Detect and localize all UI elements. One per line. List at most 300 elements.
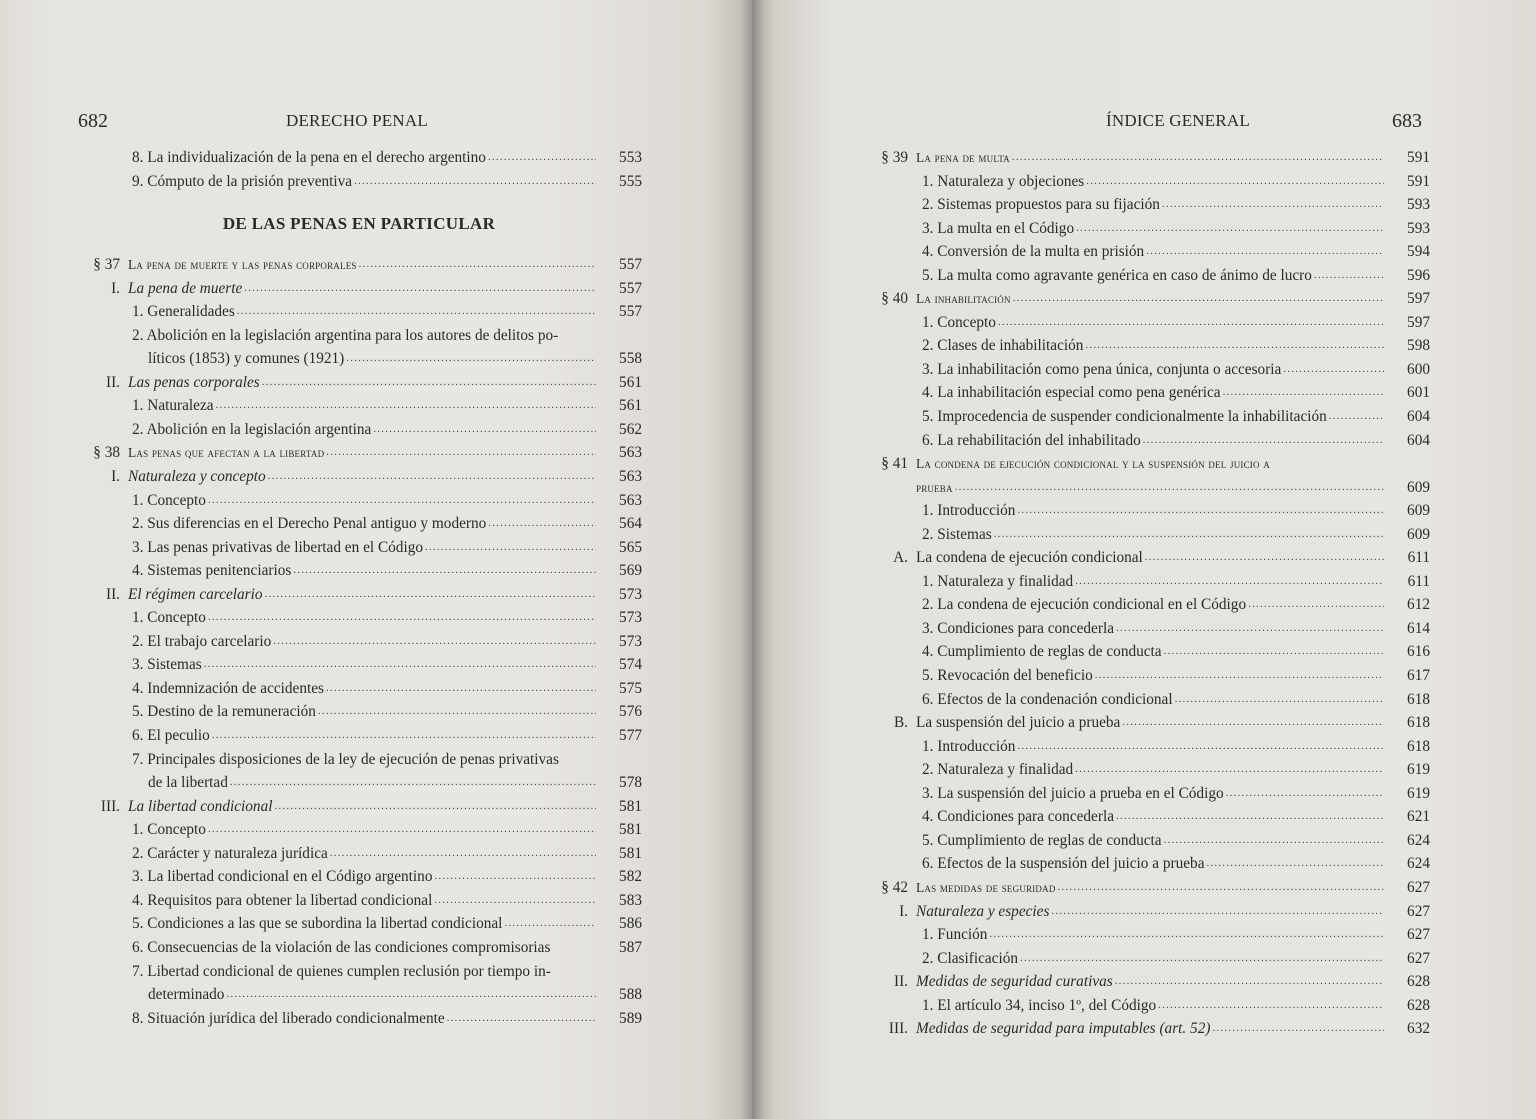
toc-entry[interactable] [76, 960, 642, 984]
toc-entry-title: 4. Sistemas penitenciarios [132, 562, 292, 580]
toc-entry[interactable] [870, 664, 1430, 688]
toc-entry[interactable] [870, 311, 1430, 335]
toc-entry-page: 581 [619, 821, 642, 839]
toc-entry-number: III. [888, 1020, 908, 1038]
toc-entry[interactable] [870, 735, 1430, 759]
toc-entry-page: 596 [1407, 266, 1430, 284]
toc-entry-number: I. [111, 279, 120, 297]
toc-entry[interactable] [870, 146, 1430, 170]
toc-entry-title: 3. La libertad condicional en el Código argentino [132, 868, 433, 886]
toc-entry[interactable] [76, 795, 642, 819]
toc-entry[interactable] [76, 394, 642, 418]
toc-entry[interactable] [76, 677, 642, 701]
toc-entry-page: 611 [1407, 572, 1430, 590]
toc-entry-number: II. [893, 973, 908, 991]
toc-entry-page: 562 [619, 420, 642, 438]
toc-entry-number: I. [899, 902, 908, 920]
dot-leader [1329, 405, 1384, 429]
toc-entry[interactable] [870, 970, 1430, 994]
toc-entry-title: 3. La suspensión del juicio a prueba en el Código [922, 784, 1224, 802]
dot-leader [1122, 711, 1384, 735]
toc-entry-title: Naturaleza y concepto [128, 468, 266, 486]
left-page [0, 0, 752, 1119]
dot-leader [237, 300, 596, 324]
toc-entry[interactable] [76, 347, 642, 371]
toc-entry-page: 604 [1407, 431, 1430, 449]
toc-entry[interactable] [76, 936, 642, 960]
toc-entry-title: 6. La rehabilitación del inhabilitado [922, 431, 1141, 449]
dot-leader [326, 441, 596, 465]
dot-leader [1175, 688, 1384, 712]
dot-leader [1162, 193, 1384, 217]
toc-entry-page: 621 [1407, 808, 1430, 826]
toc-entry-page: 574 [619, 656, 642, 674]
dot-leader [373, 418, 596, 442]
toc-entry-title: 4. Conversión de la multa en prisión [922, 243, 1145, 261]
toc-entry-page: 563 [619, 444, 642, 462]
toc-entry-title: 1. Naturaleza y finalidad [922, 572, 1074, 590]
toc-entry-page: 618 [1407, 714, 1430, 732]
toc-entry-number: § 41 [881, 455, 908, 473]
toc-entry[interactable] [76, 465, 642, 489]
dot-leader [1013, 287, 1384, 311]
toc-entry-title: La libertad condicional [128, 797, 273, 815]
toc-entry[interactable] [76, 748, 642, 772]
toc-entry-title: 4. Requisitos para obtener la libertad condicional [132, 891, 433, 909]
toc-entry-title: Medidas de seguridad curativas [916, 973, 1113, 991]
left-folio: 682 [78, 110, 108, 132]
toc-entry[interactable] [870, 405, 1430, 429]
toc-entry[interactable] [870, 499, 1430, 523]
toc-entry-title: La suspensión del juicio a prueba [916, 714, 1121, 732]
toc-entry-number: I. [111, 468, 120, 486]
toc-entry-page: 612 [1407, 596, 1430, 614]
toc-entry[interactable] [76, 865, 642, 889]
toc-entry-title: 1. Concepto [132, 491, 206, 509]
toc-entry[interactable] [76, 146, 642, 170]
toc-entry-number: II. [105, 585, 120, 603]
toc-entry-title: La condena de ejecución condicional [916, 549, 1143, 567]
toc-entry-page: 624 [1407, 831, 1430, 849]
dot-leader [998, 311, 1384, 335]
toc-entry-title: 2. Abolición en la legislación argentina [132, 420, 372, 438]
toc-entry-title: 3. La multa en el Código [922, 219, 1075, 237]
toc-entry-page: 573 [619, 609, 642, 627]
dot-leader [1095, 664, 1384, 688]
toc-entry[interactable] [870, 570, 1430, 594]
toc-entry-page: 594 [1407, 243, 1430, 261]
toc-entry-title: 8. Situación jurídica del liberado condicionalmente [132, 1009, 445, 1027]
dot-leader [359, 253, 596, 277]
toc-entry-page: 619 [1407, 784, 1430, 802]
dot-leader [488, 512, 596, 536]
dot-leader [1283, 358, 1384, 382]
toc-entry-title: 1. Función [922, 926, 988, 944]
toc-entry-number: A. [893, 549, 908, 567]
toc-entry-title: determinado [148, 986, 225, 1004]
toc-entry-title: prueba [916, 479, 953, 495]
toc-entry-title: 7. Libertad condicional de quienes cumplen reclusión por tiempo in- [132, 962, 551, 980]
dot-leader [204, 653, 596, 677]
dot-leader [989, 923, 1384, 947]
toc-entry[interactable] [870, 617, 1430, 641]
toc-entry-title: 2. Abolición en la legislación argentina para los autores de delitos po- [132, 326, 559, 344]
toc-entry-page: 609 [1407, 502, 1430, 520]
dot-leader [1017, 735, 1384, 759]
toc-entry-title: 3. Condiciones para concederla [922, 619, 1114, 637]
toc-entry[interactable] [870, 1017, 1430, 1041]
dot-leader [1116, 617, 1384, 641]
dot-leader [293, 559, 596, 583]
toc-entry[interactable] [870, 593, 1430, 617]
toc-entry[interactable] [76, 1007, 642, 1031]
toc-entry-title: 2. Clasificación [922, 949, 1019, 967]
toc-entry-page: 601 [1407, 384, 1430, 402]
toc-entry[interactable] [870, 193, 1430, 217]
toc-entry-number: III. [100, 797, 120, 815]
toc-entry-page: 593 [1407, 196, 1430, 214]
toc-entry[interactable] [870, 758, 1430, 782]
toc-entry-page: 614 [1407, 619, 1430, 637]
toc-entry-page: 589 [619, 1009, 642, 1027]
toc-entry-page: 609 [1407, 478, 1430, 496]
toc-entry-page: 553 [619, 149, 642, 166]
right-folio: 683 [1392, 110, 1422, 132]
toc-entry[interactable] [76, 253, 642, 277]
toc-entry-title: 6. El peculio [132, 727, 210, 745]
toc-entry-title: 1. Naturaleza y objeciones [922, 172, 1085, 190]
toc-entry-page: 569 [619, 562, 642, 580]
toc-entry-page: 591 [1407, 172, 1430, 190]
toc-entry[interactable] [76, 771, 642, 795]
dot-leader [1143, 429, 1384, 453]
toc-entry[interactable] [76, 536, 642, 560]
dot-leader [504, 912, 596, 936]
dot-leader [1020, 947, 1384, 971]
toc-entry-title: Las penas corporales [128, 373, 260, 391]
toc-entry-page: 627 [1407, 878, 1430, 896]
dot-leader [1314, 264, 1384, 288]
toc-entry[interactable] [76, 818, 642, 842]
dot-leader [330, 842, 596, 866]
toc-entry-title: La inhabilitación [916, 291, 1011, 307]
toc-entry-page: 555 [619, 172, 642, 190]
toc-entry-title: 2. Naturaleza y finalidad [922, 761, 1074, 779]
toc-entry-title: 2. Sistemas propuestos para su fijación [922, 196, 1160, 214]
toc-entry[interactable] [870, 358, 1430, 382]
toc-entry[interactable] [76, 489, 642, 513]
dot-leader [447, 1007, 596, 1031]
toc-entry-page: 561 [619, 397, 642, 415]
section-title: DE LAS PENAS EN PARTICULAR [222, 214, 496, 234]
toc-entry-title: Las penas que afectan a la libertad [128, 445, 325, 461]
dot-leader [1017, 499, 1384, 523]
dot-leader [1158, 994, 1384, 1018]
toc-entry-title: 6. Efectos de la suspensión del juicio a prueba [922, 855, 1205, 873]
toc-entry[interactable] [76, 371, 642, 395]
toc-entry[interactable] [870, 523, 1430, 547]
dot-leader [1085, 334, 1384, 358]
toc-entry[interactable] [870, 546, 1430, 570]
toc-entry-title: 5. Cumplimiento de reglas de conducta [922, 831, 1162, 849]
dot-leader [274, 795, 596, 819]
toc-entry-page: 588 [619, 986, 642, 1004]
toc-entry[interactable] [76, 724, 642, 748]
dot-leader [1075, 758, 1384, 782]
toc-entry-page: 581 [619, 797, 642, 815]
toc-entry-title: Las medidas de seguridad [916, 879, 1056, 895]
dot-leader [208, 818, 596, 842]
toc-entry-page: 627 [1407, 949, 1430, 967]
dot-leader [1115, 970, 1384, 994]
toc-entry-title: 1. Generalidades [132, 303, 235, 321]
toc-entry[interactable] [76, 441, 642, 465]
toc-entry[interactable] [76, 700, 642, 724]
dot-leader [1226, 782, 1384, 806]
toc-entry-page: 557 [619, 256, 642, 274]
toc-entry-page: 597 [1407, 313, 1430, 331]
toc-entry-title: Medidas de seguridad para imputables (art. 52) [916, 1020, 1211, 1038]
toc-entry-title: 1. Naturaleza [132, 397, 214, 415]
toc-entry-page: 565 [619, 538, 642, 556]
toc-entry[interactable] [870, 947, 1430, 971]
toc-entry-title: 1. Concepto [132, 609, 206, 627]
toc-entry-page: 597 [1407, 290, 1430, 308]
toc-entry-page: 604 [1407, 408, 1430, 426]
right-toc [870, 146, 1430, 1041]
toc-entry-title: 5. Condiciones a las que se subordina la libertad condicional [132, 915, 503, 933]
toc-entry-title: 1. Introducción [922, 737, 1016, 755]
toc-entry-title: 9. Cómputo de la prisión preventiva [132, 172, 353, 190]
right-running-title: ÍNDICE GENERAL [1106, 111, 1250, 130]
toc-entry[interactable] [870, 994, 1430, 1018]
toc-entry[interactable] [870, 287, 1430, 311]
toc-entry-title: 4. Condiciones para concederla [922, 808, 1114, 826]
toc-entry-title: 2. Clases de inhabilitación [922, 337, 1084, 355]
toc-entry-number: § 37 [93, 256, 120, 274]
toc-entry[interactable] [870, 900, 1430, 924]
dot-leader [208, 489, 596, 513]
dot-leader [1051, 900, 1384, 924]
toc-entry[interactable] [76, 512, 642, 536]
toc-entry-title: 2. Sus diferencias en el Derecho Penal antiguo y moderno [132, 515, 487, 533]
dot-leader [1116, 805, 1384, 829]
toc-entry[interactable] [76, 983, 642, 1007]
toc-entry-page: 627 [1407, 902, 1430, 920]
toc-entry-page: 576 [619, 703, 642, 721]
toc-entry-page: 561 [619, 373, 642, 391]
toc-entry-page: 564 [619, 515, 642, 533]
toc-entry-title: 3. La inhabilitación como pena única, conjunta o accesoria [922, 360, 1282, 378]
dot-leader [230, 771, 596, 795]
toc-entry[interactable] [870, 852, 1430, 876]
toc-entry[interactable] [76, 912, 642, 936]
left-toc [76, 146, 642, 1030]
dot-leader [212, 724, 596, 748]
toc-entry-title: 2. Sistemas [922, 525, 992, 543]
dot-leader [1146, 240, 1384, 264]
toc-entry[interactable] [870, 805, 1430, 829]
toc-entry[interactable] [870, 476, 1430, 500]
toc-entry-title: La condena de ejecución condicional y la suspensión del juicio a [916, 456, 1270, 472]
toc-entry[interactable] [870, 217, 1430, 241]
toc-entry-title: 1. Concepto [922, 313, 996, 331]
dot-leader [425, 536, 596, 560]
toc-entry-title: 4. La inhabilitación especial como pena genérica [922, 384, 1221, 402]
toc-entry[interactable] [870, 829, 1430, 853]
toc-entry-page: 609 [1407, 525, 1430, 543]
toc-entry[interactable] [76, 277, 642, 301]
toc-entry-title: 2. Carácter y naturaleza jurídica [132, 844, 328, 862]
dot-leader [1145, 546, 1384, 570]
toc-entry-page: 598 [1407, 337, 1430, 355]
dot-leader [326, 677, 596, 701]
dot-leader [1012, 146, 1384, 170]
left-running-title: DERECHO PENAL [286, 111, 428, 130]
toc-entry-page: 617 [1407, 667, 1430, 685]
toc-entry-title: 1. Introducción [922, 502, 1016, 520]
dot-leader [1164, 640, 1384, 664]
toc-entry-number: § 38 [93, 444, 120, 462]
toc-entry-page: 557 [619, 279, 642, 297]
toc-entry-page: 600 [1407, 360, 1430, 378]
toc-entry[interactable] [870, 688, 1430, 712]
toc-entry-number: § 39 [881, 149, 908, 166]
dot-leader [1212, 1017, 1384, 1041]
toc-entry-page: 619 [1407, 761, 1430, 779]
book-gutter [740, 0, 764, 1119]
dot-leader [265, 583, 596, 607]
toc-entry-title: La pena de muerte [128, 279, 243, 297]
dot-leader [208, 606, 596, 630]
toc-entry-page: 575 [619, 679, 642, 697]
toc-entry-page: 586 [619, 915, 642, 933]
dot-leader [434, 865, 596, 889]
toc-entry-title: 5. Destino de la remuneración [132, 703, 316, 721]
toc-entry-page: 628 [1407, 973, 1430, 991]
dot-leader [488, 146, 596, 170]
toc-entry-title: de la libertad [148, 774, 228, 792]
toc-entry[interactable] [870, 240, 1430, 264]
toc-entry-title: La pena de multa [916, 150, 1010, 165]
toc-entry[interactable] [76, 583, 642, 607]
toc-entry-page: 557 [619, 303, 642, 321]
toc-entry[interactable] [870, 876, 1430, 900]
toc-entry-title: 8. La individualización de la pena en el derecho argentino [132, 149, 486, 166]
toc-entry-number: B. [893, 714, 908, 732]
toc-entry-title: 3. Sistemas [132, 656, 202, 674]
dot-leader [1223, 381, 1384, 405]
toc-entry[interactable] [870, 334, 1430, 358]
dot-leader [1248, 593, 1384, 617]
toc-entry-page: 573 [619, 585, 642, 603]
toc-entry-page: 591 [1407, 149, 1430, 166]
toc-entry-title: 5. Revocación del beneficio [922, 667, 1093, 685]
toc-entry[interactable] [870, 923, 1430, 947]
toc-entry[interactable] [870, 264, 1430, 288]
toc-entry-title: 2. El trabajo carcelario [132, 632, 272, 650]
toc-entry[interactable] [76, 300, 642, 324]
toc-entry[interactable] [76, 842, 642, 866]
toc-entry[interactable] [870, 782, 1430, 806]
toc-entry[interactable] [870, 640, 1430, 664]
toc-entry-title: 6. Consecuencias de la violación de las condiciones compromisorias [132, 938, 551, 956]
dot-leader [1207, 852, 1385, 876]
toc-entry-page: 577 [619, 727, 642, 745]
toc-entry-page: 624 [1407, 855, 1430, 873]
toc-entry-page: 582 [619, 868, 642, 886]
toc-entry-title: Naturaleza y especies [916, 902, 1050, 920]
toc-entry-title: 1. El artículo 34, inciso 1º, del Código [922, 996, 1157, 1014]
toc-entry-number: II. [105, 373, 120, 391]
dot-leader [1076, 217, 1384, 241]
toc-entry[interactable] [870, 711, 1430, 735]
toc-entry-title: 7. Principales disposiciones de la ley de ejecución de penas privativas [132, 750, 559, 768]
toc-entry-page: 618 [1407, 690, 1430, 708]
toc-entry-title: 4. Cumplimiento de reglas de conducta [922, 643, 1162, 661]
toc-entry-number: § 40 [881, 290, 908, 308]
toc-entry-page: 558 [619, 350, 642, 368]
toc-entry[interactable] [76, 653, 642, 677]
dot-leader [268, 465, 596, 489]
toc-entry[interactable] [76, 324, 642, 348]
dot-leader [216, 394, 596, 418]
toc-entry[interactable] [76, 606, 642, 630]
toc-entry[interactable] [870, 452, 1430, 476]
toc-entry-page: 578 [619, 774, 642, 792]
toc-entry-title: 3. Las penas privativas de libertad en el Código [132, 538, 423, 556]
toc-entry-number: § 42 [881, 878, 908, 896]
toc-entry-title: 5. La multa como agravante genérica en caso de ánimo de lucro [922, 266, 1312, 284]
toc-entry-title: 6. Efectos de la condenación condicional [922, 690, 1173, 708]
toc-entry-page: 627 [1407, 926, 1430, 944]
dot-leader [955, 476, 1384, 500]
toc-entry[interactable] [76, 170, 642, 194]
toc-entry-title: La pena de muerte y las penas corporales [128, 257, 357, 273]
dot-leader [1058, 876, 1384, 900]
dot-leader [1075, 570, 1384, 594]
toc-entry-page: 611 [1407, 549, 1430, 567]
dot-leader [262, 371, 596, 395]
dot-leader [244, 277, 596, 301]
dot-leader [226, 983, 596, 1007]
dot-leader [354, 170, 596, 194]
toc-entry-page: 563 [619, 468, 642, 486]
toc-entry-title: 4. Indemnización de accidentes [132, 679, 324, 697]
dot-leader [994, 523, 1384, 547]
toc-entry[interactable] [76, 559, 642, 583]
dot-leader [434, 889, 596, 913]
toc-entry[interactable] [76, 889, 642, 913]
toc-entry-page: 632 [1407, 1020, 1430, 1038]
toc-entry-title: El régimen carcelario [128, 585, 263, 603]
toc-entry-page: 587 [619, 938, 642, 956]
dot-leader [318, 700, 596, 724]
toc-entry[interactable] [870, 381, 1430, 405]
toc-entry-page: 563 [619, 491, 642, 509]
toc-entry-page: 628 [1407, 996, 1430, 1014]
toc-entry-page: 618 [1407, 737, 1430, 755]
dot-leader [346, 347, 596, 371]
toc-entry[interactable] [76, 630, 642, 654]
toc-entry[interactable] [76, 418, 642, 442]
toc-entry-page: 593 [1407, 219, 1430, 237]
toc-entry[interactable] [870, 170, 1430, 194]
toc-entry-page: 581 [619, 844, 642, 862]
toc-entry-page: 573 [619, 632, 642, 650]
dot-leader [1164, 829, 1384, 853]
toc-entry[interactable] [870, 429, 1430, 453]
